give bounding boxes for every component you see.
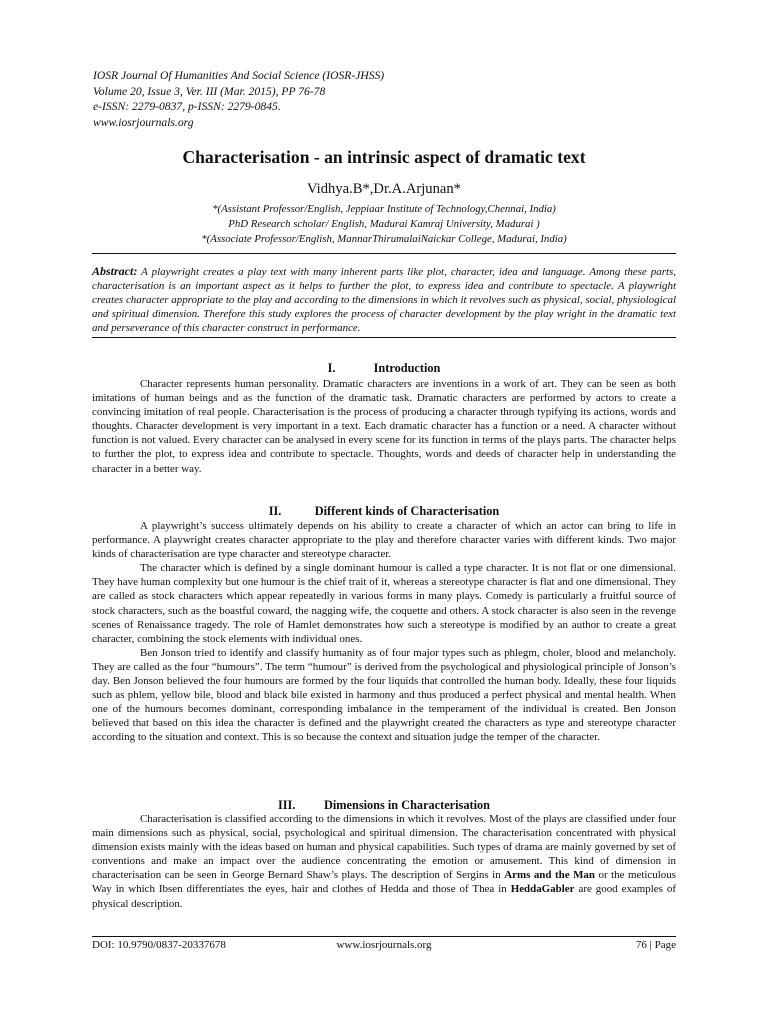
affiliations: [0, 202, 768, 248]
journal-website: www.iosrjournals.org: [93, 115, 194, 129]
section-title: Introduction: [373, 361, 441, 375]
section-number: III.: [277, 798, 296, 812]
section-heading-kinds: [0, 504, 768, 519]
section-heading-introduction: [0, 361, 768, 376]
footer-doi: DOI: 10.9790/0837-20337678: [92, 939, 226, 951]
play-title-hedda-gabler: HeddaGabler: [510, 883, 575, 896]
section-number: II.: [268, 504, 282, 518]
paragraph: A playwright’s success ultimately depends on his ability to create a character of which an actor can bring to life in performance. A playwright creates character appropriate to the play and therefore character varies with different kinds. Two major kinds of characterisation are type character and stereotype character.: [92, 520, 676, 561]
paragraph: The character which is defined by a single dominant humour is called a type character. It is not flat or one dimensional. They have human complexity but one humour is the chief trait of it, whereas a stereotype character is flat and one dimensional. They are called as stock characters which appear repeatedly in various forms in many plays. Comedy is particularly a fruitful source of stock characters, such as the boastful coward, the nagging wife, the coquette and others. A stock character is also seen in the revenge scenes of Renaissance tragedy. The role of Hamlet demonstrates how such a stereotype is modified by an author to create a great character, combining the stock elements with individual ones.: [92, 562, 676, 645]
section-body-kinds: [92, 519, 676, 745]
paragraph: Ben Jonson tried to identify and classify humanity as of four major types such as phlegm, choler, blood and melancholy. They are called as the four “humours”. The term “humour” is derived from the psychological and physiological principle of Jonson’s day. Ben Jonson believed the four humours are formed by the four liquids that controlled the human body. Ideally, these four liquids such as phlem, yellow bile, blood and black bile existed in harmony and thus produced a perfect physical and mental health. When one of the humours becomes dominant, corresponding imbalance in the temperament of the individual is created. Ben Jonson believed that based on this idea the character is defined and the playwright created the characters as type and stereotype character according to the situation and context. This is so because the context and situation judge the temper of the character.: [92, 646, 676, 744]
abstract-label: Abstract:: [92, 264, 138, 278]
section-number: I.: [327, 361, 336, 375]
paragraph-text: or the meticulous Way in which Ibsen differentiates the eyes, hair and clothes of Hedda and those of Thea in: [92, 869, 676, 896]
paragraph: [92, 812, 676, 911]
section-heading-dimensions: [0, 798, 768, 813]
footer-divider: [92, 936, 676, 937]
journal-name: IOSR Journal Of Humanities And Social Science (IOSR-JHSS): [93, 69, 385, 82]
section-body-introduction: [92, 377, 676, 476]
abstract-box: [92, 253, 676, 338]
journal-issn: e-ISSN: 2279-0837, p-ISSN: 2279-0845.: [93, 100, 281, 114]
abstract-text: A playwright creates a play text with many inherent parts like plot, character, idea and language. Among these parts, characterisation is an important aspect as it helps to further the plot, to express idea and contribute to spectacle. A playwright creates character appropriate to the play and according to the dimensions in which it revolves such as physical, social, physiological and spiritual dimension. Therefore this study explores the process of character development by the play wright in the dramatic text and perseverance of this character construct in performance.: [92, 266, 676, 335]
affiliation-3: *(Associate Professor/English, MannarThirumalaiNaickar College, Madurai, India): [201, 233, 567, 246]
paper-title: Characterisation - an intrinsic aspect of dramatic text: [182, 147, 586, 167]
journal-header: [93, 68, 384, 130]
paragraph-text: are good examples of physical description.: [92, 883, 676, 910]
paper-authors: Vidhya.B*,Dr.A.Arjunan*: [307, 181, 461, 197]
section-title: Dimensions in Characterisation: [323, 798, 490, 812]
paragraph-text: Characterisation is classified according to the dimensions in which it revolves. Most of the plays are classified under four main dimensions such as physical, social, psychological and spiritual dimension. The characterisation concentrated with physical dimension exists mainly with the ideas based on human and physical capabilities. Such types of drama are mainly governed by set of conventions and make an impact over the audience concentrating the emotion or amusement. This kind of dimension in characterisation can be seen in George Bernard Shaw’s plays. The description of Sergins in: [92, 813, 676, 882]
affiliation-2: PhD Research scholar/ English, Madurai Kamraj University, Madurai ): [228, 218, 540, 231]
journal-volume: Volume 20, Issue 3, Ver. III (Mar. 2015), PP 76-78: [93, 84, 326, 98]
abstract: [92, 264, 676, 335]
section-body-dimensions: [92, 812, 676, 911]
paragraph: Character represents human personality. Dramatic characters are inventions in a work of art. They can be seen as both imitations of human beings and as the function of the dramatic task. Dramatic characters are performed by actors to create a convincing imitation of real people. Characterisation is the process of producing a character through typifying its actions, words and thoughts. Character development is very important in a text. Each dramatic character has a function or a need. A character without function is not valued. Every character can be analysed in every scene for its function in terms of the plays parts. The character helps to further the plot, to express idea and contribute to spectacle. Thoughts, words and deeds of character help in understanding the character in a better way.: [92, 378, 676, 475]
footer-website: www.iosrjournals.org: [336, 939, 432, 951]
affiliation-1: *(Assistant Professor/English, Jeppiaar Institute of Technology,Chennai, India): [212, 203, 556, 215]
section-title: Different kinds of Characterisation: [314, 504, 500, 518]
footer-page-number: 76 | Page: [635, 939, 676, 951]
play-title-arms-and-the-man: Arms and the Man: [504, 869, 595, 882]
